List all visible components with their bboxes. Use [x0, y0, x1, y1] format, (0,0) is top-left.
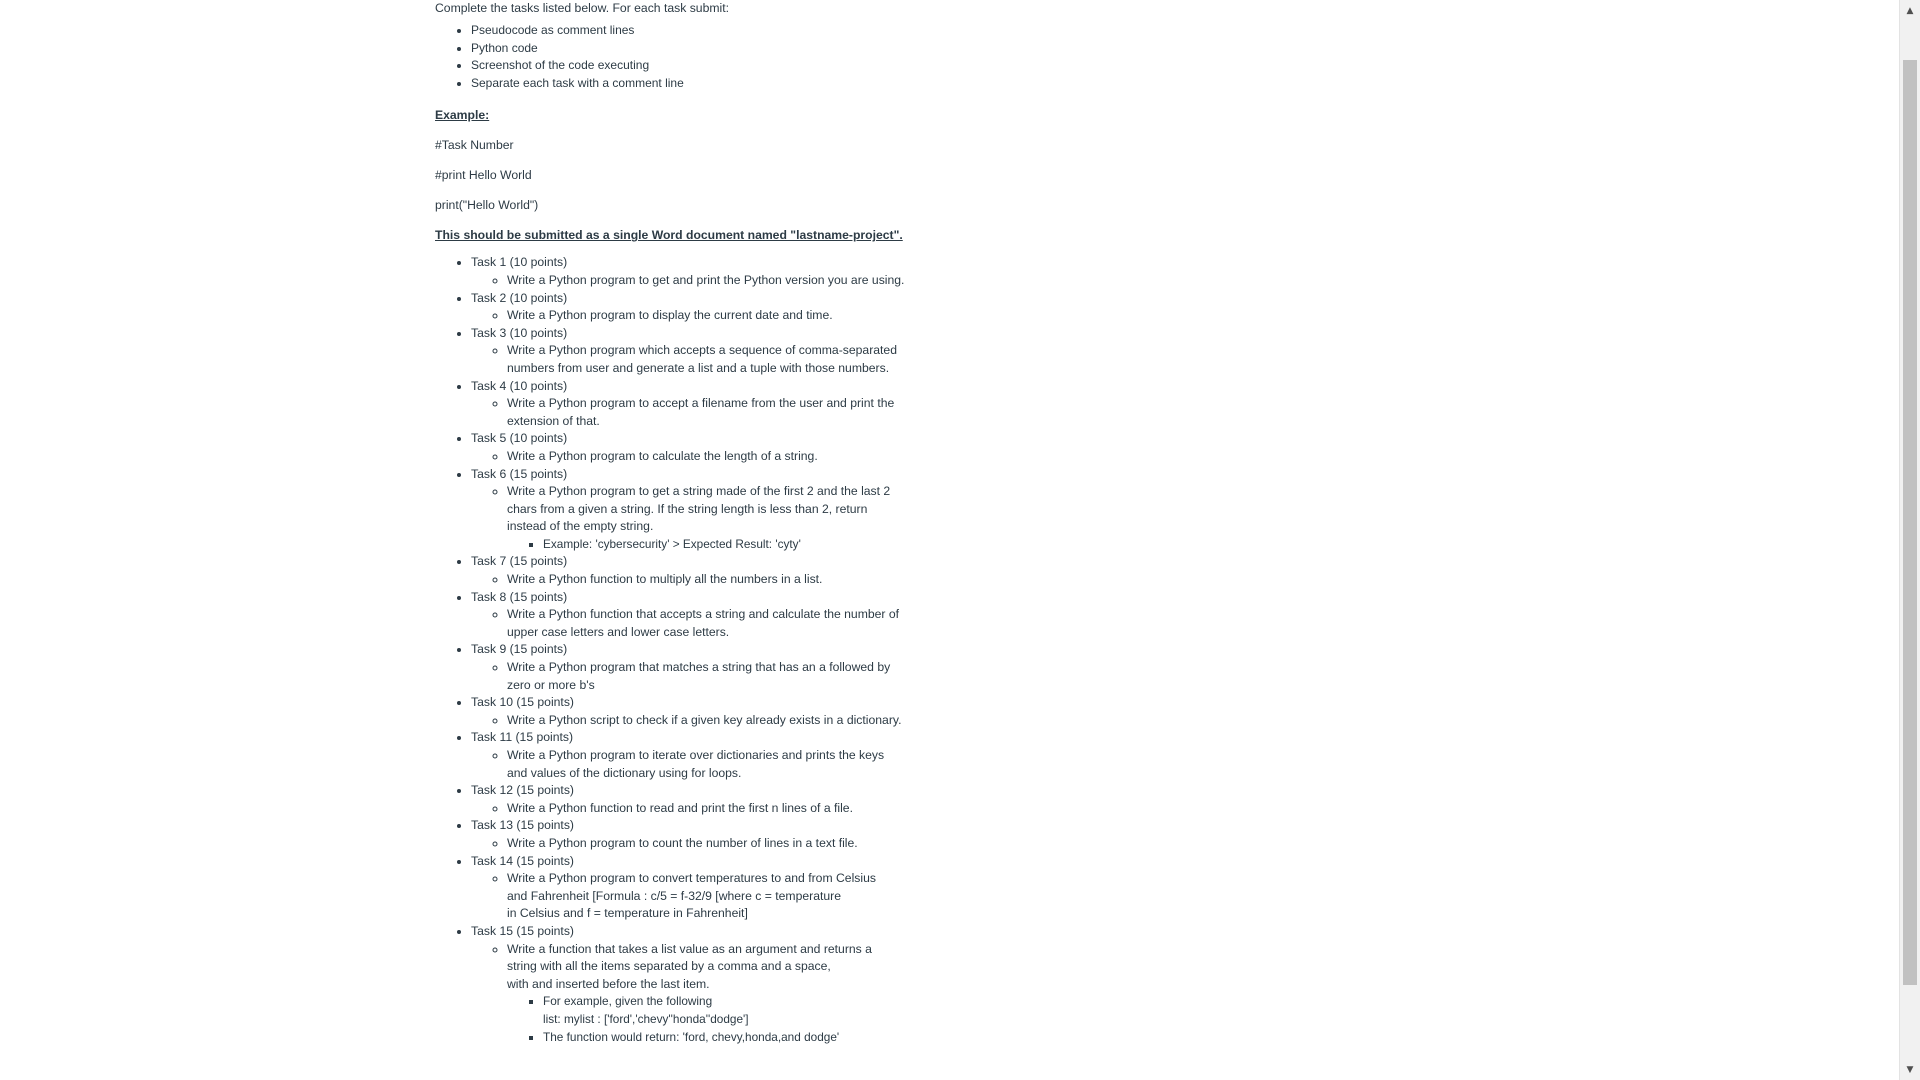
task-description-line: with and inserted before the last item. — [507, 976, 710, 991]
task-item — [471, 817, 905, 852]
example-heading: Example: — [435, 108, 490, 123]
task-description-text: Write a Python function that accepts a string and calculate the number of upper case letters and lower case letters. — [507, 607, 900, 639]
task-title: Task 6 (15 points) — [471, 466, 568, 481]
example-line: #print Hello World — [435, 168, 532, 183]
example-item — [543, 993, 905, 1028]
task-description-text: Write a Python program to calculate the length of a string. — [507, 448, 818, 463]
requirement-item: • Pseudocode as comment lines — [471, 22, 905, 40]
task-item — [471, 589, 905, 642]
task-description-text: Write a Python program to iterate over dictionaries and prints the keys and values of the dictionary using for loops. — [507, 748, 885, 780]
task-title: Task 15 (15 points) — [471, 923, 574, 938]
task-item — [471, 325, 905, 378]
task-description-list — [471, 342, 905, 377]
task-description-list — [471, 747, 905, 782]
task-description-text: Write a Python function to read and print the first n lines of a file. — [507, 800, 853, 815]
task-description-text: Write a Python program to get a string made of the first 2 and the last 2 chars from a given a string. If the string length is less than 2, return instead of the empty string. — [507, 484, 891, 534]
task-description-line: ◦ Write a Python program to convert temperatures to and from Celsius — [507, 871, 876, 886]
task-item — [471, 254, 905, 289]
vertical-scrollbar[interactable] — [1899, 0, 1920, 1080]
scrollbar-thumb[interactable] — [1903, 60, 1917, 985]
task-description-text — [507, 870, 905, 923]
task-title: Task 2 (10 points) — [471, 290, 568, 305]
example-line: ▪ The function would return: 'ford, chevy,honda,and dodge' — [543, 1029, 840, 1044]
task-description-text — [507, 941, 905, 994]
task-description — [507, 800, 905, 818]
task-description — [507, 941, 905, 1047]
example-line: print("Hello World") — [435, 198, 539, 213]
task-description — [507, 712, 905, 730]
task-item — [471, 853, 905, 923]
task-description-line: ◦ Write a function that takes a list value as an argument and returns a — [507, 941, 872, 956]
task-description-text: Write a Python program which accepts a sequence of comma-separated numbers from user and generate a list and a tuple with those numbers. — [507, 343, 897, 375]
requirements-list — [435, 22, 905, 92]
task-item — [471, 378, 905, 431]
task-description — [507, 395, 905, 430]
example-line: list: mylist : ['ford','chevy''honda''dodge'] — [543, 1011, 749, 1026]
example-list — [507, 536, 905, 554]
task-description-line: in Celsius and f = temperature in Fahrenheit] — [507, 906, 748, 921]
task-title: Task 14 (15 points) — [471, 853, 574, 868]
task-title: Task 7 (15 points) — [471, 554, 568, 569]
task-description-list — [471, 835, 905, 853]
task-description — [507, 272, 905, 290]
requirement-item: • Python code — [471, 40, 905, 58]
task-description-text: Write a Python program that matches a string that has an a followed by zero or more b's — [507, 660, 891, 692]
task-title: Task 12 (15 points) — [471, 783, 574, 798]
task-description-line: string with all the items separated by a comma and a space, — [507, 959, 831, 974]
task-description-list — [471, 659, 905, 694]
example-line: ▪ For example, given the following — [543, 994, 713, 1009]
task-description — [507, 342, 905, 377]
task-description-list — [471, 870, 905, 923]
task-description-list — [471, 571, 905, 589]
submission-notice: This should be submitted as a single Word document named "lastname-project". — [435, 228, 903, 243]
task-description-list — [471, 395, 905, 430]
task-description — [507, 483, 905, 553]
example-line: #Task Number — [435, 138, 514, 153]
task-description-list — [471, 272, 905, 290]
requirement-item: • Screenshot of the code executing — [471, 57, 905, 75]
task-title: Task 10 (15 points) — [471, 695, 574, 710]
task-description — [507, 659, 905, 694]
task-item — [471, 729, 905, 782]
task-description-text: Write a Python program to count the number of lines in a text file. — [507, 835, 858, 850]
task-list — [435, 254, 905, 1046]
task-description-line: and Fahrenheit [Formula : c/5 = f-32/9 [where c = temperature — [507, 888, 841, 903]
task-title: Task 5 (10 points) — [471, 431, 568, 446]
task-description-list — [471, 606, 905, 641]
task-description-text: Write a Python program to get and print the Python version you are using. — [507, 272, 905, 287]
task-title: Task 9 (15 points) — [471, 642, 568, 657]
task-item — [471, 290, 905, 325]
task-description — [507, 870, 905, 923]
task-title: Task 4 (10 points) — [471, 378, 568, 393]
task-description — [507, 307, 905, 325]
task-description-text: Write a Python script to check if a given key already exists in a dictionary. — [507, 712, 902, 727]
intro-text: Complete the tasks listed below. For each task submit: — [435, 1, 729, 15]
requirement-item: • Separate each task with a comment line — [471, 75, 905, 93]
task-description — [507, 835, 905, 853]
task-description-list — [471, 448, 905, 466]
task-item — [471, 553, 905, 588]
task-description — [507, 448, 905, 466]
task-description-text: Write a Python program to accept a filename from the user and print the extension of that. — [507, 396, 895, 428]
task-description-list — [471, 307, 905, 325]
assignment-document — [435, 0, 905, 1046]
task-description-list — [471, 712, 905, 730]
task-item — [471, 466, 905, 554]
scroll-up-arrow-icon[interactable]: ▲ — [1906, 5, 1914, 16]
task-item — [471, 641, 905, 694]
task-description-list — [471, 800, 905, 818]
example-list — [507, 993, 905, 1046]
task-description — [507, 571, 905, 589]
task-description-text: Write a Python function to multiply all the numbers in a list. — [507, 572, 823, 587]
task-description — [507, 606, 905, 641]
task-title: Task 3 (10 points) — [471, 325, 568, 340]
task-title: Task 1 (10 points) — [471, 255, 568, 270]
task-description-list — [471, 483, 905, 553]
task-item — [471, 782, 905, 817]
task-description-list — [471, 941, 905, 1047]
task-description-text: Write a Python program to display the current date and time. — [507, 308, 833, 323]
example-item: ▪ Example: 'cybersecurity' > Expected Result: 'cyty' — [543, 536, 905, 554]
task-item — [471, 923, 905, 1046]
task-title: Task 13 (15 points) — [471, 818, 574, 833]
task-item — [471, 694, 905, 729]
task-description — [507, 747, 905, 782]
example-item — [543, 1029, 905, 1047]
scroll-down-arrow-icon[interactable]: ▼ — [1906, 1064, 1914, 1075]
task-title: Task 11 (15 points) — [471, 730, 574, 745]
task-item — [471, 430, 905, 465]
task-title: Task 8 (15 points) — [471, 589, 568, 604]
